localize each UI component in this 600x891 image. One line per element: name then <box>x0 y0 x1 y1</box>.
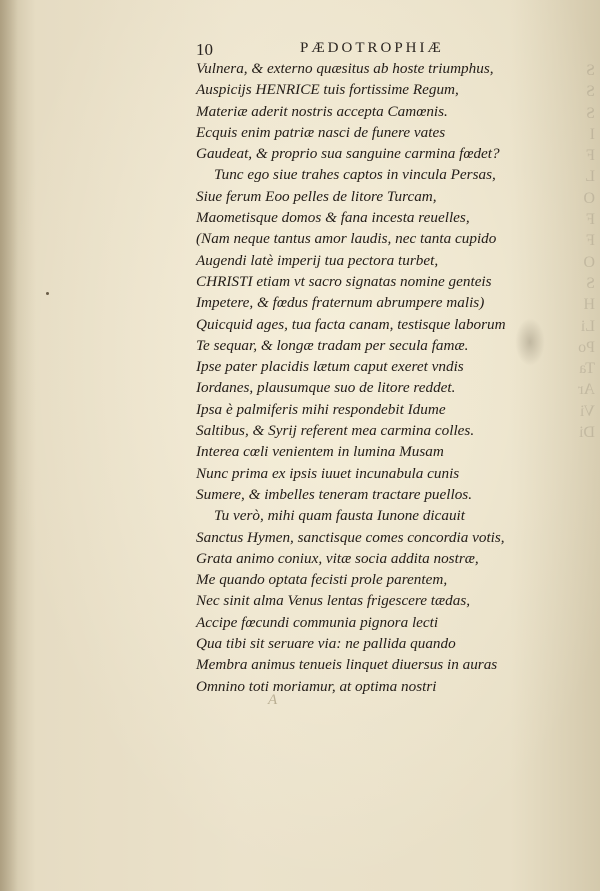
show-through-letter: L <box>585 168 595 186</box>
verse-line: Auspicijs HENRICE tuis fortissime Regum, <box>196 81 459 99</box>
verse-line: Accipe fœcundi communia pignora lecti <box>196 613 439 631</box>
verse-line: CHRISTI etiam vt sacro signatas nomine genteis <box>196 272 492 290</box>
verse-line: Omnino toti moriamur, at optima nostri <box>196 677 437 695</box>
verse-line: (Nam neque tantus amor laudis, nec tanta cupido <box>196 230 497 248</box>
show-through-letter: F <box>586 232 595 250</box>
show-through-letter: I <box>589 125 595 143</box>
show-through-letter: O <box>583 253 595 271</box>
show-through-letter: F <box>586 147 595 165</box>
page-number: 10 <box>196 40 213 59</box>
verse-line: Vulnera, & externo quæsitus ab hoste triumphus, <box>196 60 494 77</box>
running-title: PÆDOTROPHIÆ <box>300 40 444 56</box>
verse-line: Sumere, & imbelles teneram tractare puellos. <box>196 485 472 503</box>
show-through-letter: H <box>583 296 595 314</box>
show-through-letter: Ar <box>578 381 595 399</box>
verse-line: Maometisque domos & fana incesta reuelles, <box>196 209 470 227</box>
verse-line: Qua tibi sit seruare via: ne pallida quando <box>196 635 456 653</box>
verse-line: Ipse pater placidis lætum caput exeret vndis <box>196 358 464 376</box>
ink-smudge <box>515 318 545 366</box>
verse-line: Interea cœli venientem in lumina Musam <box>196 443 444 461</box>
verse-block <box>196 58 536 697</box>
show-through-letter: S <box>586 62 595 79</box>
verse-line: Nec sinit alma Venus lentas frigescere tædas, <box>196 592 471 610</box>
verse-line: Nunc prima ex ipsis iuuet incunabula cunis <box>196 464 460 482</box>
verse-line: Tunc ego siue trahes captos in vincula Persas, <box>214 166 496 184</box>
verse-line: Sanctus Hymen, sanctisque comes concordia votis, <box>196 528 505 546</box>
verse-line: Membra animus tenueis linquet diuersus in auras <box>196 656 498 674</box>
verse-line: Impetere, & fœdus fraternum abrumpere malis) <box>196 294 485 312</box>
show-through-letter: O <box>583 189 595 207</box>
verse-line: Me quando optata fecisti prole parentem, <box>196 571 448 589</box>
verse-line: Iordanes, plausumque suo de litore reddet. <box>196 379 456 397</box>
verse-line: Quicquid ages, tua facta canam, testisque laborum <box>196 315 506 333</box>
verse-line: Gaudeat, & proprio sua sanguine carmina fœdet? <box>196 145 500 163</box>
verse-line: Siue ferum Eoo pelles de litore Turcam, <box>196 187 437 205</box>
show-through-letter: Ta <box>579 360 595 378</box>
verse-line: Ipsa è palmiferis mihi respondebit Idume <box>196 400 446 418</box>
verse-line: Materiæ aderit nostris accepta Camœnis. <box>196 102 448 120</box>
ink-speck <box>46 292 49 295</box>
verse-line: Ecquis enim patriæ nasci de funere vates <box>196 123 446 141</box>
verse-line: Te sequar, & longæ tradam per secula famæ. <box>196 336 469 354</box>
show-through-letter: Vi <box>579 402 595 420</box>
show-through-letter: F <box>586 211 595 229</box>
page-gutter-shadow <box>0 0 18 891</box>
show-through-letter: Po <box>578 338 595 356</box>
show-through-letter: Di <box>579 424 595 442</box>
show-through-letter: S <box>586 83 595 101</box>
verse-line: Saltibus, & Syrij referent mea carmina colles. <box>196 422 475 440</box>
verse-line: Grata animo coniux, vitæ socia addita nostræ, <box>196 549 479 567</box>
verse-line: Augendi latè imperij tua pectora turbet, <box>196 251 439 269</box>
show-through-letter: S <box>586 104 595 122</box>
show-through-letter: S <box>586 274 595 292</box>
catchword: A <box>268 692 278 708</box>
show-through-letter: Li <box>580 317 595 335</box>
verse-line: Tu verò, mihi quam fausta Iunone dicauit <box>214 507 466 525</box>
